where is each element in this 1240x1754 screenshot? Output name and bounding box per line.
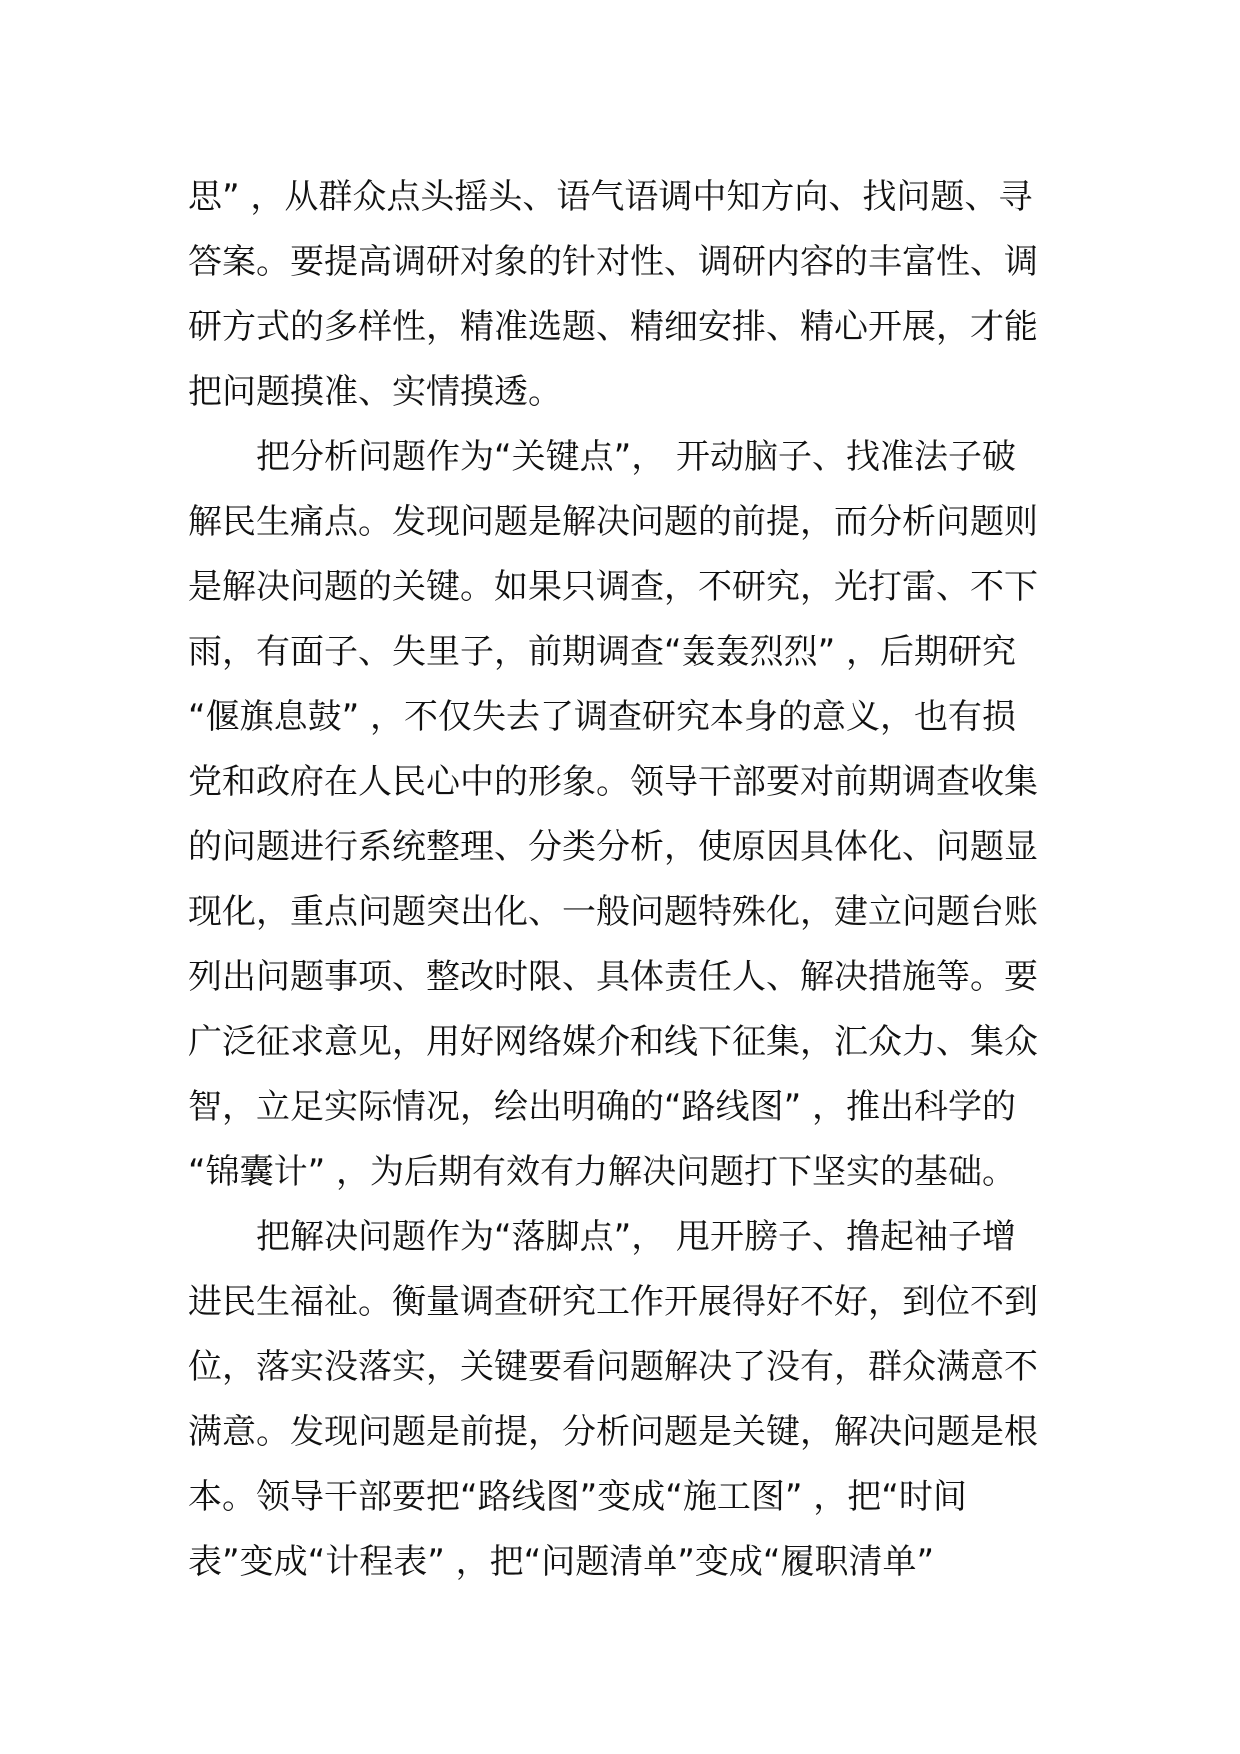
text-line: 解民生痛点。发现问题是解决问题的前提，而分析问题则 [188, 502, 1038, 542]
text-line: 把分析问题作为“关键点”， 开动脑子、找准法子破 [256, 437, 1017, 477]
document-body [188, 165, 1068, 1595]
text-line: 列出问题事项、整改时限、具体责任人、解决措施等。要 [188, 957, 1038, 997]
text-line: 把解决问题作为“落脚点”， 甩开膀子、撸起袖子增 [256, 1217, 1017, 1257]
text-line: 研方式的多样性，精准选题、精细安排、精心开展，才能 [188, 307, 1038, 347]
text-line: 雨，有面子、失里子，前期调查“轰轰烈烈” ，后期研究 [188, 632, 1017, 672]
text-line: 是解决问题的关键。如果只调查，不研究，光打雷、不下 [188, 567, 1038, 607]
text-line: 表”变成“计程表” ，把“问题清单”变成“履职清单” [188, 1542, 935, 1582]
text-line: 本。领导干部要把“路线图”变成“施工图” ，把“时间 [188, 1477, 967, 1517]
text-line: 的问题进行系统整理、分类分析，使原因具体化、问题显 [188, 827, 1038, 867]
paragraph-analysis [188, 425, 1068, 1205]
text-line: 广泛征求意见，用好网络媒介和线下征集，汇众力、集众 [188, 1022, 1038, 1062]
text-line: 党和政府在人民心中的形象。领导干部要对前期调查收集 [188, 762, 1038, 802]
text-line: 满意。发现问题是前提，分析问题是关键，解决问题是根 [188, 1412, 1038, 1452]
text-line: 位，落实没落实，关键要看问题解决了没有，群众满意不 [188, 1347, 1038, 1387]
text-line: 现化，重点问题突出化、一般问题特殊化，建立问题台账 [188, 892, 1038, 932]
paragraph-continued [188, 165, 1068, 425]
text-line: 把问题摸准、实情摸透。 [188, 372, 562, 412]
text-line: 智，立足实际情况，绘出明确的“路线图” ，推出科学的 [188, 1087, 1017, 1127]
paragraph-solution [188, 1205, 1068, 1595]
text-line: 进民生福祉。衡量调查研究工作开展得好不好，到位不到 [188, 1282, 1038, 1322]
text-line: “锦囊计” ，为后期有效有力解决问题打下坚实的基础。 [188, 1152, 1017, 1192]
text-line: “偃旗息鼓” ，不仅失去了调查研究本身的意义，也有损 [188, 697, 1017, 737]
text-line: 答案。要提高调研对象的针对性、调研内容的丰富性、调 [188, 242, 1038, 282]
text-line: 思” ，从群众点头摇头、语气语调中知方向、找问题、寻 [188, 177, 1033, 217]
